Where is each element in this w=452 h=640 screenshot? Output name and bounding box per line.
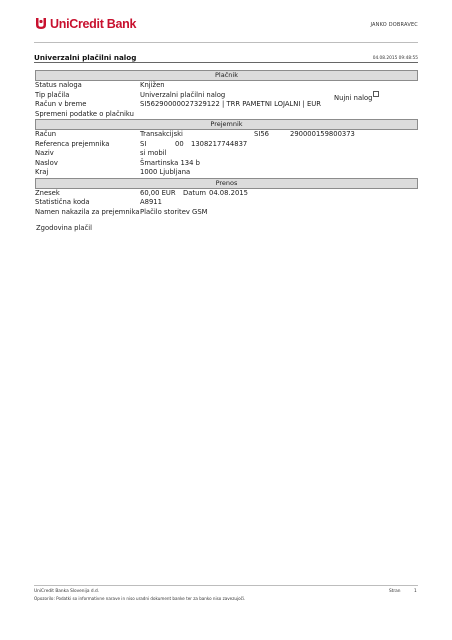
recipient-account-prefix: SI56 bbox=[254, 130, 269, 138]
change-payer-link[interactable]: Spremeni podatke o plačniku bbox=[35, 109, 134, 118]
urgent-order-label: Nujni nalog bbox=[334, 93, 373, 102]
urgent-order-checkbox[interactable] bbox=[373, 91, 379, 97]
change-payer-row bbox=[35, 110, 418, 120]
footer-bank-name: UniCredit Banka Slovenija d.d. bbox=[34, 589, 100, 594]
section-header-transfer: Prenos bbox=[35, 178, 418, 189]
reference-row bbox=[35, 140, 418, 150]
purpose-value: Plačilo storitev GSM bbox=[140, 207, 208, 216]
footer-page-number: 1 bbox=[414, 589, 417, 594]
amount-row bbox=[35, 189, 418, 199]
date-label: Datum bbox=[183, 188, 206, 197]
payment-type-value: Univerzalni plačilni nalog bbox=[140, 90, 226, 99]
stat-code-value: A8911 bbox=[140, 198, 162, 206]
reference-number: 1308217744837 bbox=[191, 139, 248, 148]
recipient-address-row bbox=[35, 159, 418, 169]
user-name: JANKO DOBRAVEC bbox=[370, 22, 418, 28]
recipient-city-value: 1000 Ljubljana bbox=[140, 168, 191, 176]
status-row bbox=[35, 81, 418, 91]
payment-type-label: Tip plačila bbox=[35, 90, 70, 99]
purpose-label: Namen nakazila za prejemnika bbox=[35, 207, 140, 216]
document-title-bar bbox=[34, 53, 418, 63]
recipient-city-row bbox=[35, 168, 418, 178]
payment-order-form bbox=[35, 70, 418, 217]
recipient-address-label: Naslov bbox=[35, 158, 58, 167]
unicredit-logo bbox=[34, 16, 136, 32]
recipient-name-label: Naziv bbox=[35, 149, 54, 157]
unicredit-logo-icon bbox=[34, 17, 48, 31]
recipient-account-label: Račun bbox=[35, 130, 57, 138]
payment-type-row bbox=[35, 91, 418, 101]
recipient-address-value: Šmartinska 134 b bbox=[140, 158, 200, 167]
purpose-row bbox=[35, 208, 418, 218]
debit-account-value: SI56290000027329122 | TRR PAMETNI LOJALNI | EUR bbox=[140, 100, 321, 108]
page-title: Univerzalni plačilni nalog bbox=[34, 53, 137, 62]
amount-label: Znesek bbox=[35, 188, 60, 197]
footer-page-label: Stran bbox=[389, 589, 401, 594]
recipient-name-row bbox=[35, 149, 418, 159]
header-divider bbox=[34, 42, 418, 43]
date-value: 04.08.2015 bbox=[209, 188, 248, 197]
logo-text: UniCredit Bank bbox=[50, 17, 137, 31]
stat-code-row bbox=[35, 198, 418, 208]
reference-label: Referenca prejemnika bbox=[35, 139, 110, 148]
footer-divider bbox=[34, 585, 418, 586]
document-datetime: 04.08.2015 09:48:55 bbox=[372, 56, 418, 61]
recipient-account-number: 290000159800373 bbox=[290, 130, 355, 138]
reference-code: 00 bbox=[175, 139, 184, 148]
payment-history-link[interactable]: Zgodovina plačil bbox=[36, 224, 93, 232]
footer-disclaimer: Opozorilo: Podatki so informativne narave in niso uradni dokument banke ter za banko niso zavezujoči. bbox=[34, 596, 246, 601]
recipient-account-type: Transakcijski bbox=[140, 130, 183, 138]
status-label: Status naloga bbox=[35, 81, 82, 89]
status-value: Knjižen bbox=[140, 81, 165, 89]
recipient-account-row bbox=[35, 130, 418, 140]
recipient-city-label: Kraj bbox=[35, 168, 49, 176]
reference-model: SI bbox=[140, 139, 147, 148]
section-header-recipient: Prejemnik bbox=[35, 119, 418, 130]
stat-code-label: Statistična koda bbox=[35, 198, 90, 206]
amount-value: 60,00 EUR bbox=[140, 188, 176, 197]
debit-account-row bbox=[35, 100, 418, 110]
debit-account-label: Račun v breme bbox=[35, 100, 87, 108]
section-header-payer: Plačnik bbox=[35, 70, 418, 81]
recipient-name-value: si mobil bbox=[140, 149, 167, 157]
